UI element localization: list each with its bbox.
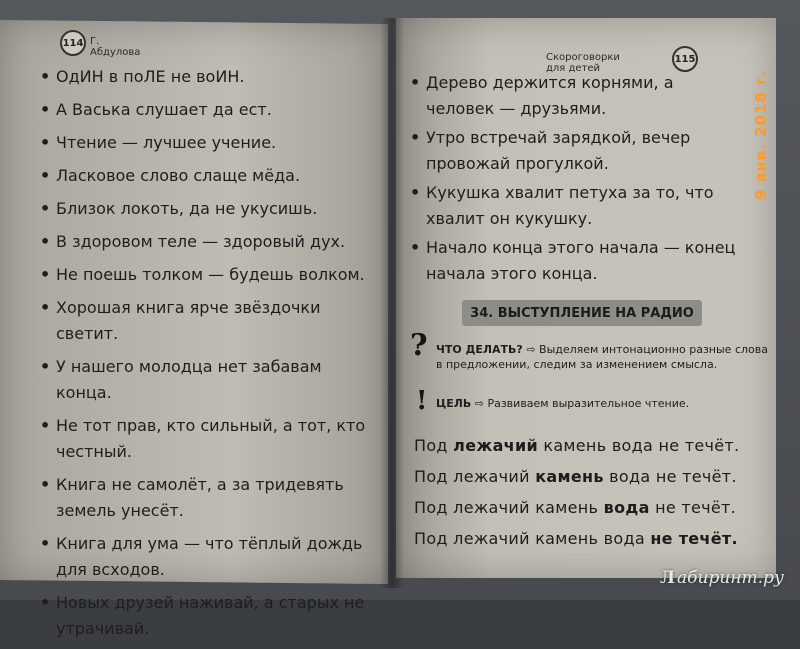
emphasized-word: лежачий [453, 436, 538, 455]
list-item: • Не поешь толком — будешь волком. [36, 262, 376, 288]
right-running-head: Скороговорки для детей [546, 52, 620, 74]
list-item: • Книга не самолёт, а за тридевять земель унесёт. [36, 472, 376, 524]
exercise-phrase: Под лежачий камень вода не течёт. [414, 436, 740, 455]
list-item: • ОдИН в поЛЕ не воИН. [36, 64, 376, 90]
list-item: • Близок локоть, да не укусишь. [36, 196, 376, 222]
list-item: • Хорошая книга ярче звёздочки светит. [36, 295, 376, 347]
labirint-logo-icon: Л [660, 568, 676, 588]
what-to-do-instruction [436, 342, 776, 372]
emphasized-word: не течёт. [650, 529, 738, 548]
bullet-icon: • [40, 166, 51, 185]
list-item: • Ласковое слово слаще мёда. [36, 163, 376, 189]
date-stamp: 9 янв. 2018 г. [752, 69, 770, 200]
exercise-phrase: Под лежачий камень вода не течёт. [414, 467, 737, 486]
left-page-number: 114 [60, 30, 86, 56]
list-item: • Не тот прав, кто сильный, а тот, кто честный. [36, 413, 376, 465]
bullet-icon: • [410, 183, 421, 202]
list-item: • Чтение — лучшее учение. [36, 130, 376, 156]
bullet-icon: • [40, 593, 51, 612]
list-item: • Книга для ума — что тёплый дождь для всходов. [36, 531, 376, 583]
bullet-icon: • [40, 265, 51, 284]
bullet-icon: • [40, 100, 51, 119]
exercise-phrase-list [414, 430, 739, 554]
bullet-icon: • [40, 357, 51, 376]
list-item: • Новых друзей наживай, а старых не утрачивай. [36, 590, 376, 642]
bullet-icon: • [410, 73, 421, 92]
list-item: • В здоровом теле — здоровый дух. [36, 229, 376, 255]
goal-text: ⇨ Развиваем выразительное чтение. [474, 397, 690, 410]
goal-label: ЦЕЛЬ [436, 397, 472, 410]
right-page-number: 115 [672, 46, 698, 72]
list-item: • Начало конца этого начала — конец начала этого конца. [406, 235, 736, 287]
bullet-icon: • [40, 133, 51, 152]
list-item: • Кукушка хвалит петуха за то, что хвалит он кукушку. [406, 180, 736, 232]
bullet-icon: • [40, 475, 51, 494]
bullet-icon: • [410, 238, 421, 257]
goal-instruction [436, 396, 776, 411]
bullet-icon: • [410, 128, 421, 147]
labirint-watermark: Л абиринт.ру [660, 568, 784, 588]
bullet-icon: • [40, 199, 51, 218]
exercise-phrase: Под лежачий камень вода не течёт. [414, 498, 737, 517]
question-mark-icon: ? [410, 328, 428, 363]
list-item: • У нашего молодца нет забавам конца. [36, 354, 376, 406]
bullet-icon: • [40, 232, 51, 251]
bullet-icon: • [40, 67, 51, 86]
left-running-head: Г. Абдулова [90, 36, 141, 58]
emphasized-word: камень [535, 467, 604, 486]
exercise-phrase: Под лежачий камень вода не течёт. [414, 529, 738, 548]
list-item: • Дерево держится корнями, а человек — друзьями. [406, 70, 736, 122]
what-to-do-label: ЧТО ДЕЛАТЬ? [436, 343, 523, 356]
exclamation-mark-icon: ! [416, 386, 428, 416]
right-proverb-list [406, 70, 736, 290]
section-title: 34. ВЫСТУПЛЕНИЕ НА РАДИО [462, 300, 702, 326]
bullet-icon: • [40, 298, 51, 317]
left-proverb-list [36, 64, 376, 649]
book-gutter [380, 18, 404, 588]
bullet-icon: • [40, 416, 51, 435]
what-to-do-text: ⇨ Выделяем интонационно разные слова в предложении, следим за изменением смысла. [436, 343, 768, 371]
emphasized-word: вода [603, 498, 650, 517]
bullet-icon: • [40, 534, 51, 553]
list-item: • Утро встречай зарядкой, вечер провожай прогулкой. [406, 125, 736, 177]
list-item: • А Васька слушает да ест. [36, 97, 376, 123]
